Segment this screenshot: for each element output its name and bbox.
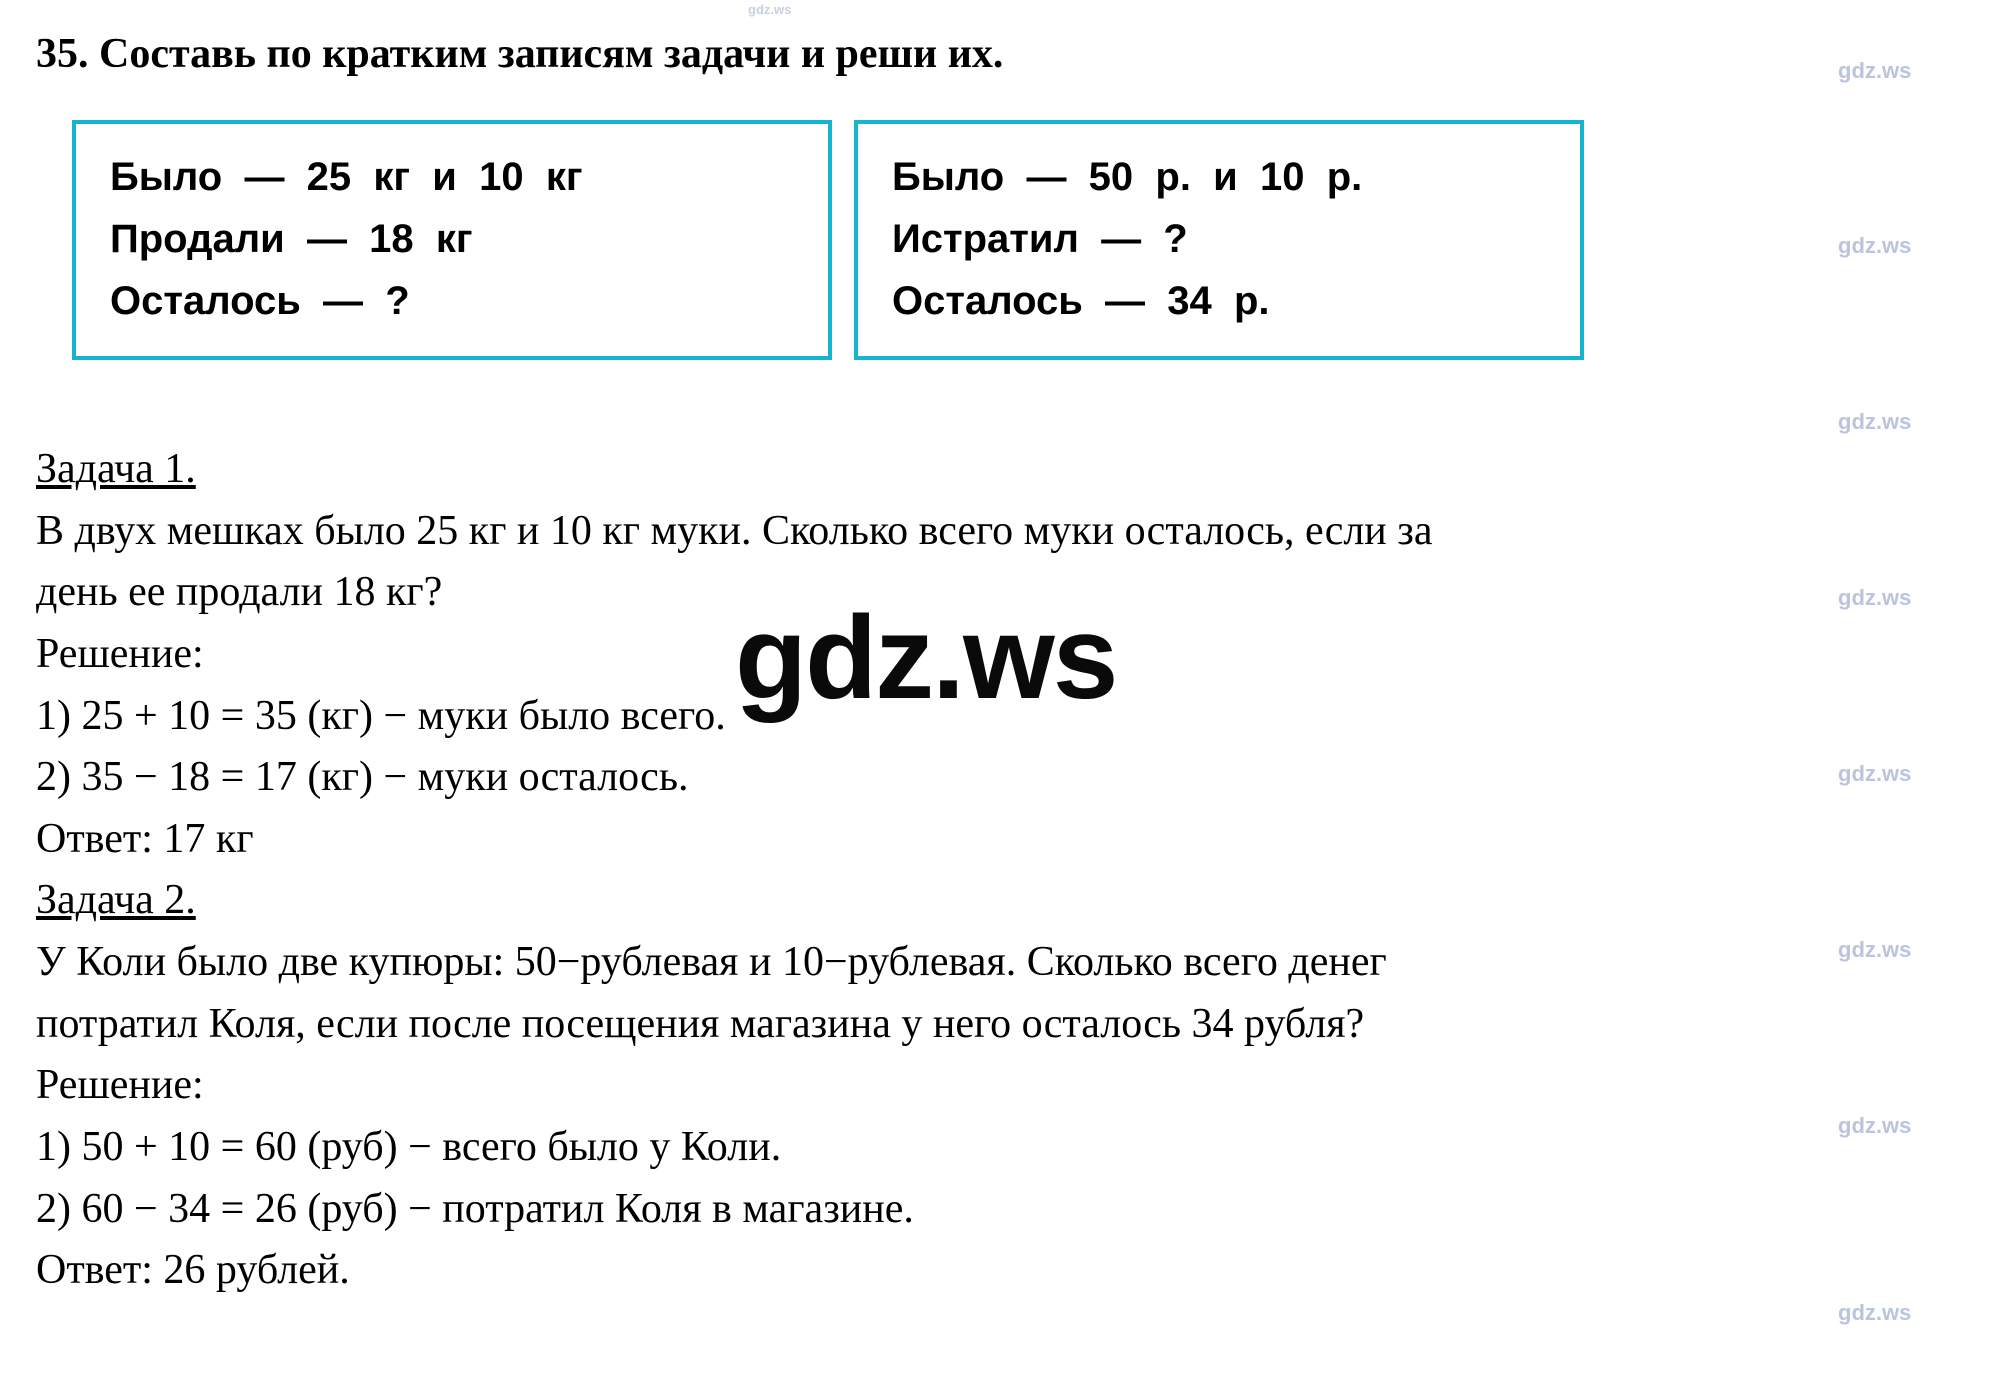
task-2-title: Задача 2. [36, 877, 196, 924]
short-note-box-2 [854, 120, 1584, 360]
watermark-right-5: gdz.ws [1838, 761, 1912, 786]
short-note-line: Продали — 18 кг [110, 217, 473, 261]
page-title: 35. Составь по кратким записям задачи и реши их. [36, 31, 1004, 77]
short-note-line: Осталось — ? [110, 279, 410, 323]
short-note-line: Было — 25 кг и 10 кг [110, 155, 583, 199]
watermark-right-2: gdz.ws [1838, 233, 1912, 258]
task-1-title: Задача 1. [36, 446, 196, 492]
task-2-answer: Ответ: 26 рублей. [36, 1247, 350, 1294]
task-2-step-1: 1) 50 + 10 = 60 (руб) − всего было у Коли. [36, 1123, 782, 1170]
watermark-right-1: gdz.ws [1838, 58, 1912, 83]
task-1-answer: Ответ: 17 кг [36, 815, 254, 862]
watermark-right-7: gdz.ws [1838, 1113, 1912, 1138]
task-1-statement-line-2: день ее продали 18 кг? [36, 569, 443, 616]
task-1-step-1: 1) 25 + 10 = 35 (кг) − муки было всего. [36, 692, 726, 739]
watermark-top: gdz.ws [748, 2, 792, 17]
short-note-box-1 [72, 120, 832, 360]
solutions-container [36, 440, 1936, 1303]
task-1-solution-label: Решение: [36, 630, 204, 677]
short-note-line: Осталось — 34 р. [892, 279, 1270, 323]
watermark-right-3: gdz.ws [1838, 409, 1912, 434]
watermark-right-6: gdz.ws [1838, 937, 1912, 962]
task-1-step-2: 2) 35 − 18 = 17 (кг) − муки осталось. [36, 754, 689, 801]
watermark-right-8: gdz.ws [1838, 1300, 1912, 1325]
task-2-statement-line-2: потратил Коля, если после посещения магазина у него осталось 34 рубля? [36, 1000, 1365, 1047]
short-note-line: Истратил — ? [892, 217, 1188, 261]
task-2-step-2: 2) 60 − 34 = 26 (руб) − потратил Коля в магазине. [36, 1185, 914, 1232]
task-2-statement-line-1: У Коли было две купюры: 50−рублевая и 10−рублевая. Сколько всего денег [36, 939, 1387, 985]
task-2-solution-label: Решение: [36, 1062, 204, 1109]
short-notes-container [72, 120, 1584, 360]
short-note-line: Было — 50 р. и 10 р. [892, 155, 1363, 199]
watermark-center: gdz.ws [735, 592, 1117, 724]
watermark-right-4: gdz.ws [1838, 585, 1912, 610]
task-1-statement-line-1: В двух мешках было 25 кг и 10 кг муки. Сколько всего муки осталось, если за [36, 507, 1433, 554]
task-2-block [36, 871, 1936, 1300]
task-1-block [36, 440, 1936, 869]
